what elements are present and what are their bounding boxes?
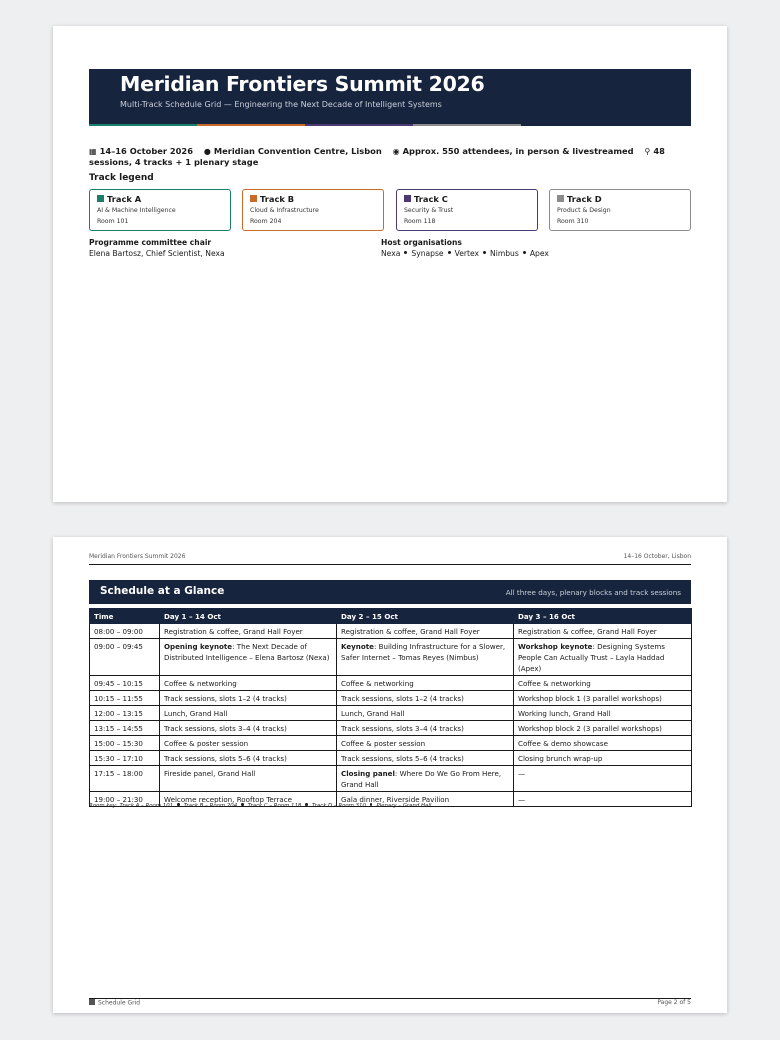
schedule-table — [89, 608, 692, 807]
table-row: 17:15 – 18:00 Fireside panel, Grand Hall Closing panel: Where Do We Go From Here, Grand Hall — — [90, 766, 692, 792]
track-card-a: Track A AI & Machine Intelligence Room 101 — [89, 189, 231, 231]
meta-venue: ● Meridian Convention Centre, Lisbon — [203, 146, 382, 156]
committee-chair: Elena Bartosz, Chief Scientist, Nexa — [89, 249, 225, 258]
swatch-icon — [557, 195, 564, 202]
page-two — [53, 537, 727, 1013]
page-one — [53, 26, 727, 502]
table-row: 10:15 – 11:55 Track sessions, slots 1–2 (4 tracks) Track sessions, slots 1–2 (4 tracks) Workshop block 1 (3 parallel workshops) — [90, 691, 692, 706]
legend-heading: Track legend — [89, 173, 154, 183]
accent-bar-c — [305, 124, 413, 126]
meta-sessions: ⚲ 48 sessions, 4 tracks + 1 plenary stage — [89, 146, 665, 167]
footer-rule — [89, 998, 691, 999]
swatch-icon — [250, 195, 257, 202]
track-legend — [89, 189, 691, 233]
table-row: 08:00 – 09:00 Registration & coffee, Grand Hall Foyer Registration & coffee, Grand Hall Foyer Registration & coffee, Grand Hall Foyer — [90, 624, 692, 639]
page-number: Page 2 of 5 — [657, 999, 691, 1006]
section-subtitle: All three days, plenary blocks and track sessions — [505, 587, 681, 597]
summit-subtitle: Multi-Track Schedule Grid — Engineering the Next Decade of Intelligent Systems — [120, 100, 442, 109]
host-list: Nexa Synapse Vertex Nimbus Apex — [381, 249, 549, 258]
meta-attendance: ◉ Approx. 550 attendees, in person & livestreamed — [392, 146, 634, 156]
column-header: Day 2 – 15 Oct — [337, 609, 514, 624]
column-header: Day 3 – 16 Oct — [514, 609, 692, 624]
microphone-icon: ⚲ — [644, 147, 651, 156]
accent-bar-a — [89, 124, 197, 126]
room-key-note: Room key: Track A – Room 101 Track B – Room 204 Track C – Room 118 Track D – Room 310 Plenary – Grand Hall. — [89, 803, 434, 809]
column-header: Time — [90, 609, 160, 624]
footer-left: Schedule Grid — [89, 999, 140, 1007]
column-header: Day 1 – 14 Oct — [160, 609, 337, 624]
track-card-c: Track C Security & Trust Room 118 — [396, 189, 538, 231]
table-header-row — [90, 609, 692, 624]
event-meta — [89, 146, 691, 168]
running-header-left: Meridian Frontiers Summit 2026 — [89, 553, 186, 560]
table-row: 13:15 – 14:55 Track sessions, slots 3–4 (4 tracks) Track sessions, slots 3–4 (4 tracks) Workshop block 2 (3 parallel workshops) — [90, 721, 692, 736]
swatch-icon — [97, 195, 104, 202]
table-row: 15:30 – 17:10 Track sessions, slots 5–6 (4 tracks) Track sessions, slots 5–6 (4 tracks) Closing brunch wrap-up — [90, 751, 692, 766]
track-card-b: Track B Cloud & Infrastructure Room 204 — [242, 189, 384, 231]
table-row: 09:45 – 10:15 Coffee & networking Coffee & networking Coffee & networking — [90, 676, 692, 691]
table-row: 19:00 – 21:30 Welcome reception, Rooftop Terrace Gala dinner, Riverside Pavilion — — [90, 792, 692, 807]
title-banner — [89, 69, 691, 126]
people-icon: ◉ — [392, 147, 400, 156]
table-row: 12:00 – 13:15 Lunch, Grand Hall Lunch, Grand Hall Working lunch, Grand Hall — [90, 706, 692, 721]
swatch-icon — [404, 195, 411, 202]
committee-heading: Programme committee chair — [89, 238, 212, 247]
hosts-heading: Host organisations — [381, 238, 462, 247]
grid-icon — [89, 999, 95, 1005]
summit-title: Meridian Frontiers Summit 2026 — [120, 72, 485, 96]
accent-bar-d — [413, 124, 521, 126]
running-header-right: 14–16 October, Lisbon — [623, 553, 691, 560]
header-rule — [89, 564, 691, 565]
calendar-icon: ▦ — [89, 147, 97, 156]
track-card-d: Track D Product & Design Room 310 — [549, 189, 691, 231]
section-title: Schedule at a Glance — [100, 585, 225, 597]
meta-dates: ▦ 14–16 October 2026 — [89, 146, 193, 156]
accent-bar-b — [197, 124, 305, 126]
section-banner — [89, 580, 691, 604]
table-row: 15:00 – 15:30 Coffee & poster session Coffee & poster session Coffee & demo showcase — [90, 736, 692, 751]
map-pin-icon: ● — [203, 147, 211, 156]
table-row: 09:00 – 09:45 Opening keynote: The Next Decade of Distributed Intelligence – Elena Bartosz (Nexa) Keynote: Building Infrastructure for a Slower, Safer Internet – Tomas Reyes (Nimbus) Workshop keynote: Designing Systems People Can Actually Trust – Layla Haddad (Apex) — [90, 639, 692, 676]
